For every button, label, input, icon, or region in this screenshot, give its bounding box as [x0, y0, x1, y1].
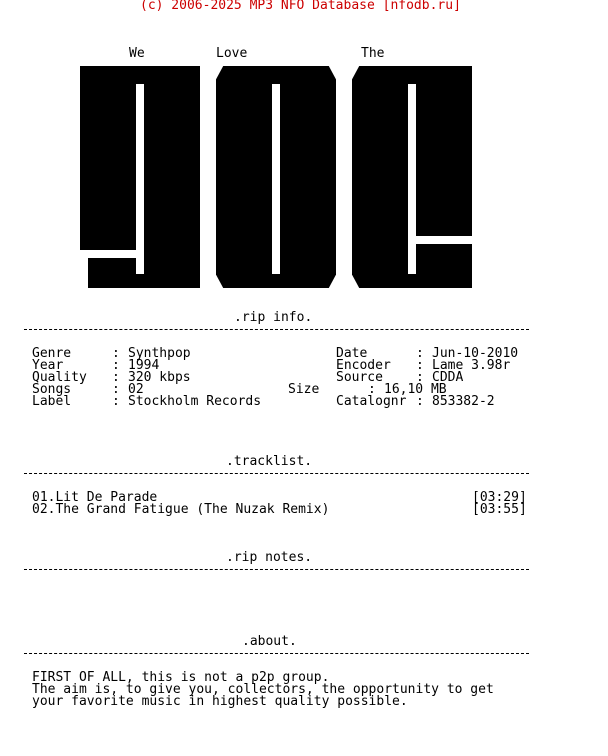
encoder-value: Lame 3.98r [432, 358, 511, 373]
separator: : [416, 358, 424, 373]
size-label: Size [288, 382, 320, 397]
catalognr-value: 853382-2 [432, 394, 495, 409]
track-title: 01.Lit De Parade [32, 490, 158, 505]
logo-word-we: We [129, 46, 145, 61]
about-text-line: your favorite music in highest quality possible. [32, 694, 408, 709]
rip-info-rule [24, 329, 529, 330]
rip-notes-rule [24, 569, 529, 570]
logo-word-love: Love [216, 46, 248, 61]
size-value: 16,10 MB [384, 382, 447, 397]
genre-label: Genre [32, 346, 72, 361]
date-value: Jun-10-2010 [432, 346, 519, 361]
separator: : [368, 382, 376, 397]
separator: : [112, 394, 120, 409]
quality-value: 320 kbps [128, 370, 191, 385]
track-title: 02.The Grand Fatigue (The Nuzak Remix) [32, 502, 330, 517]
separator: : [112, 358, 120, 373]
separator: : [416, 394, 424, 409]
about-rule [24, 653, 529, 654]
tracklist-heading: .tracklist. [226, 454, 313, 469]
separator: : [112, 346, 120, 361]
separator: : [416, 346, 424, 361]
separator: : [112, 382, 120, 397]
track-time: [03:29] [472, 490, 527, 505]
about-text-line: The aim is, to give you, collectors, the opportunity to get [32, 682, 494, 697]
logo-word-the: The [361, 46, 385, 61]
year-label: Year [32, 358, 64, 373]
separator: : [416, 370, 424, 385]
genre-value: Synthpop [128, 346, 191, 361]
separator: : [112, 370, 120, 385]
encoder-label: Encoder [336, 358, 391, 373]
about-text-line: FIRST OF ALL, this is not a p2p group. [32, 670, 330, 685]
logo-909-graphic [0, 0, 608, 300]
songs-label: Songs [32, 382, 72, 397]
about-heading: .about. [242, 634, 297, 649]
copyright-line: (c) 2006-2025 MP3 NFO Database [nfodb.ru] [140, 0, 461, 13]
year-value: 1994 [128, 358, 160, 373]
tracklist-rule [24, 473, 529, 474]
rip-info-heading: .rip info. [234, 310, 313, 325]
label-label: Label [32, 394, 72, 409]
songs-value: 02 [128, 382, 144, 397]
date-label: Date [336, 346, 368, 361]
source-label: Source [336, 370, 383, 385]
source-value: CDDA [432, 370, 464, 385]
label-value: Stockholm Records [128, 394, 262, 409]
track-time: [03:55] [472, 502, 527, 517]
rip-notes-heading: .rip notes. [226, 550, 313, 565]
catalognr-label: Catalognr [336, 394, 407, 409]
quality-label: Quality [32, 370, 87, 385]
